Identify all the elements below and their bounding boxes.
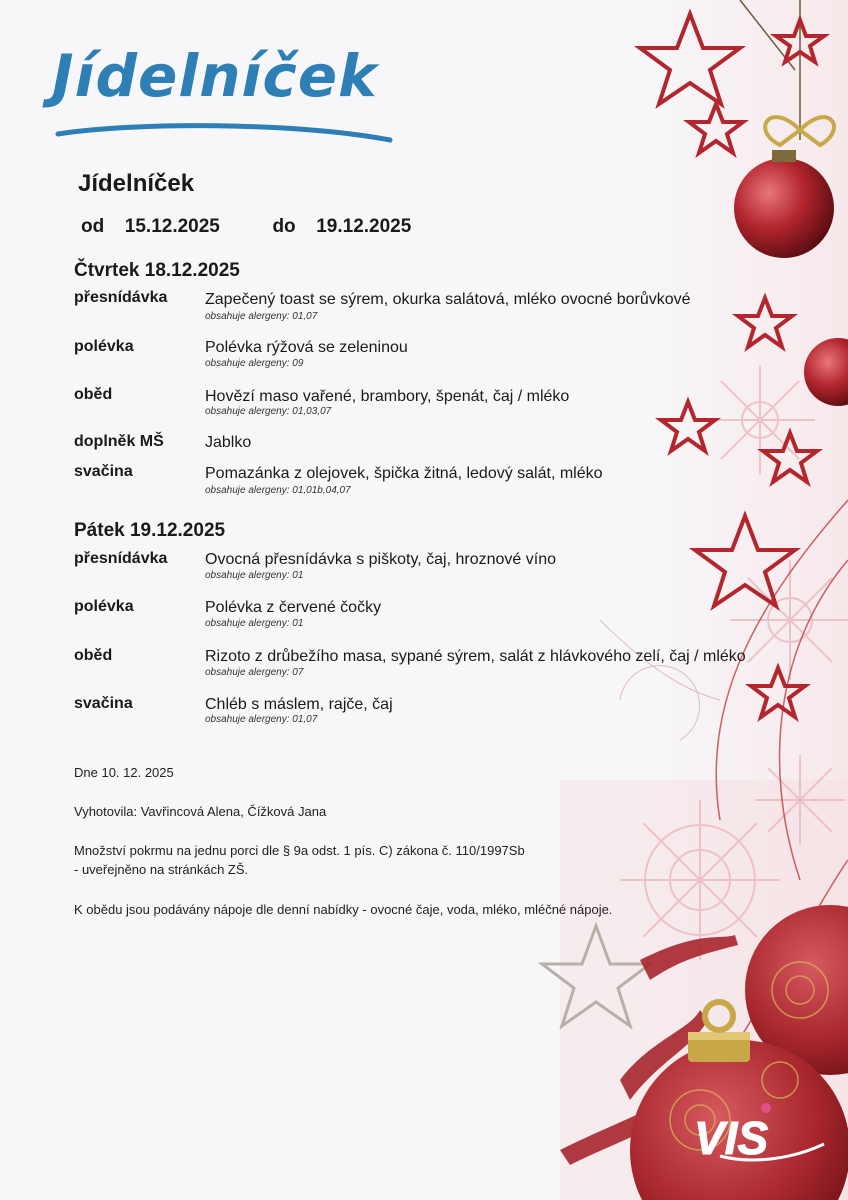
meal-label: přesnídávka [74,550,168,567]
meal-text: Pomazánka z olejovek, špička žitná, ledový salát, mléko [205,465,603,482]
date-line: Dne 10. 12. 2025 [74,765,174,780]
day-heading: Čtvrtek 18.12.2025 [74,260,240,281]
prepared-by: Vyhotovila: Vavřincová Alena, Čížková Jana [74,804,327,819]
meal-text: Polévka z červené čočky [205,599,382,616]
meal-text: Jablko [205,434,252,451]
meal-label: polévka [74,598,134,615]
date-range [81,216,411,238]
meal-text: Zapečený toast se sýrem, okurka salátová, mléko ovocné borůvkové [205,291,691,308]
vis-logo [690,1108,830,1164]
allergens-note: obsahuje alergeny: 01,07 [205,311,318,322]
meal-label: svačina [74,695,133,712]
portion-line: - uveřejněno na stránkách ZŠ. [74,862,249,877]
allergens-note: obsahuje alergeny: 09 [205,358,304,369]
jidelnicek-logo: Jídelníček [52,42,378,110]
logo-swoosh-icon [54,120,394,144]
meal-text: Rizoto z drůbežího masa, sypané sýrem, salát z hlávkového zelí, čaj / mléko [205,648,746,665]
to-label: do [272,216,296,237]
allergens-note: obsahuje alergeny: 01 [205,618,304,629]
meal-label: doplněk MŠ [74,433,164,450]
day-heading: Pátek 19.12.2025 [74,520,226,541]
meal-text: Chléb s máslem, rajče, čaj [205,696,393,713]
page-title: Jídelníček [78,170,195,197]
from-date: 15.12.2025 [124,216,220,237]
allergens-note: obsahuje alergeny: 07 [205,667,304,678]
portion-line: Množství pokrmu na jednu porci dle § 9a odst. 1 pís. C) zákona č. 110/1997Sb [74,843,525,858]
meal-label: přesnídávka [74,289,168,306]
meal-label: oběd [74,386,113,403]
drinks-note: K obědu jsou podávány nápoje dle denní nabídky - ovocné čaje, voda, mléko, mléčné nápoje. [74,902,613,917]
meal-label: oběd [74,647,113,664]
from-label: od [81,216,105,237]
vis-logo-text: VIS [694,1112,769,1164]
allergens-note: obsahuje alergeny: 01,07 [205,714,318,725]
ornament-icon [734,158,834,258]
allergens-note: obsahuje alergeny: 01,03,07 [205,406,332,417]
allergens-note: obsahuje alergeny: 01 [205,570,304,581]
meal-label: svačina [74,463,133,480]
meal-text: Hovězí maso vařené, brambory, špenát, čaj / mléko [205,388,570,405]
meal-label: polévka [74,338,134,355]
allergens-note: obsahuje alergeny: 01,01b,04,07 [205,485,351,496]
meal-text: Ovocná přesnídávka s piškoty, čaj, hroznové víno [205,551,556,568]
to-date: 19.12.2025 [316,216,412,237]
meal-text: Polévka rýžová se zeleninou [205,339,408,356]
